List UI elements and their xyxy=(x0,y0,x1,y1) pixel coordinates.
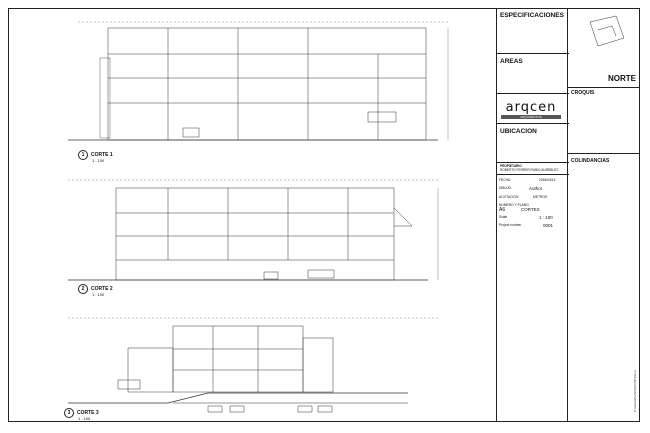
acotacion-value: METROS xyxy=(533,195,548,199)
propietario-box xyxy=(497,163,569,175)
section-1-scale: 1 : 100 xyxy=(92,158,105,163)
propietario-name: ROBERTO FERRER RUBIO AUREBLEC xyxy=(500,168,559,172)
title-block-right xyxy=(568,8,640,422)
title-block-left xyxy=(496,8,568,422)
dibujo-label: DIBUJO xyxy=(499,186,512,190)
section-2-drawing xyxy=(68,180,438,280)
escala-row xyxy=(499,215,565,219)
sections-drawing-area xyxy=(8,8,496,422)
dibujo-row xyxy=(499,186,565,190)
project-label: Project number xyxy=(499,223,522,227)
plano-name: CORTES xyxy=(521,207,540,212)
dibujo-value: Author xyxy=(529,186,543,191)
section-3-number: 3 xyxy=(64,408,74,418)
areas-heading: AREAS xyxy=(500,58,523,65)
north-arrow-icon xyxy=(568,8,640,68)
project-value: 0001 xyxy=(543,223,554,228)
section-2-scale: 1 : 100 xyxy=(92,292,105,297)
section-3-scale: 1 : 100 xyxy=(78,416,91,421)
colindancias-heading: COLINDANCIAS xyxy=(571,158,610,164)
sections-svg xyxy=(8,8,496,422)
plano-row xyxy=(499,207,565,213)
ubicacion-box xyxy=(497,123,569,163)
escala-label: Scale xyxy=(499,215,508,219)
company-logo xyxy=(501,101,561,121)
especificaciones-box xyxy=(497,8,569,54)
section-2-label: CORTE 2 xyxy=(91,286,113,292)
numero-label: NUMERO Y PLANO xyxy=(499,203,529,207)
logo-word: arqcen xyxy=(505,100,557,115)
ubicacion-heading: UBICACION xyxy=(500,128,537,135)
title-block xyxy=(496,8,640,422)
section-1-label: CORTE 1 xyxy=(91,152,113,158)
fecha-row xyxy=(499,178,565,182)
section-1-drawing xyxy=(68,22,448,140)
especificaciones-heading: ESPECIFICACIONES xyxy=(500,12,564,19)
norte-label: NORTE xyxy=(608,74,636,83)
acotacion-row xyxy=(499,195,565,199)
file-path-text: C:\Users\PLANOS\CORTES.rvt xyxy=(633,369,637,412)
propietario-label: PROPIETARIO xyxy=(500,164,522,168)
project-row xyxy=(499,223,565,227)
areas-box xyxy=(497,54,569,94)
plano-number: A6 xyxy=(499,207,506,213)
logo-subtitle: ARQUITECTOS xyxy=(501,115,561,119)
section-1-number: 1 xyxy=(78,150,88,160)
section-3-drawing xyxy=(68,318,438,412)
section-2-number: 2 xyxy=(78,284,88,294)
escala-value: 1 : 100 xyxy=(539,215,553,220)
norte-box xyxy=(568,70,640,88)
croquis-heading: CROQUIS xyxy=(571,90,595,96)
fecha-label: FECHA xyxy=(499,178,511,182)
colindancias-divider xyxy=(568,153,640,154)
acotacion-label: ACOTACION xyxy=(499,195,519,199)
section-3-label: CORTE 3 xyxy=(77,410,99,416)
fecha-value: 2018/03/14 xyxy=(539,178,556,182)
